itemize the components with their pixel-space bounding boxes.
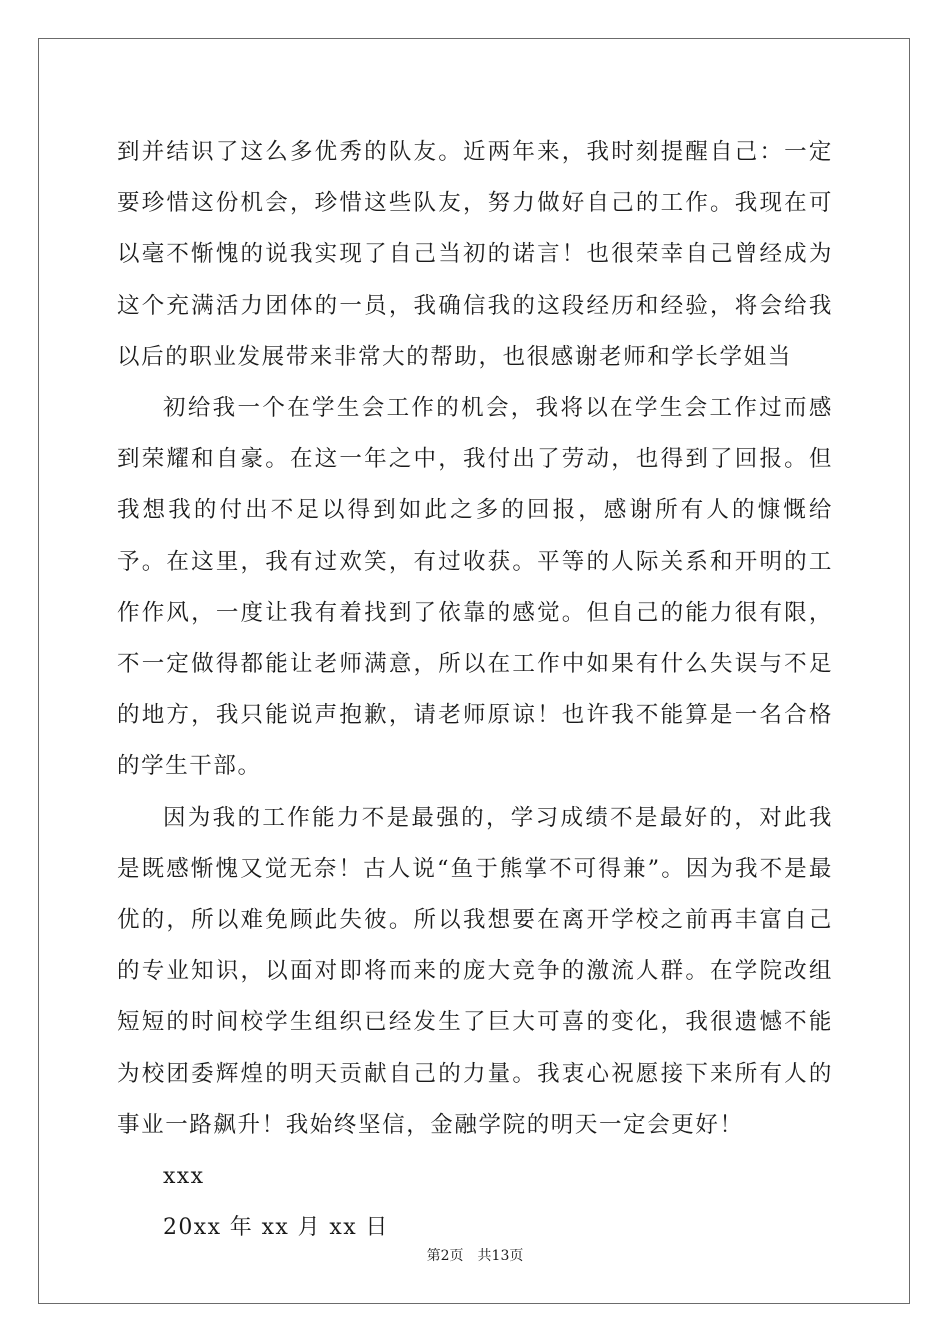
signature-name: xxx — [163, 1164, 205, 1190]
paragraph-closing: 因为我的工作能力不是最强的，学习成绩不是最好的，对此我是既感惭愧又觉无奈！古人说“鱼于熊掌不可得兼”。因为我不是最优的，所以难免顾此失彼。所以我想要在离开学校之前再丰富自己的专业知识，以面对即将而来的庞大竞争的激流人群。在学院改组短短的时间校学生组织已经发生了巨大可喜的变化，我很遗憾不能为校团委辉煌的明天贡献自己的力量。我衷心祝愿接下来所有人的事业一路飙升！我始终坚信，金融学院的明天一定会更好！ — [117, 804, 833, 1138]
paragraph-student-union: 初给我一个在学生会工作的机会，我将以在学生会工作过而感到荣耀和自豪。在这一年之中，我付出了劳动，也得到了回报。但我想我的付出不足以得到如此之多的回报，感谢所有人的慷慨给予。在这里，我有过欢笑，有过收获。平等的人际关系和开明的工作作风，一度让我有着找到了依靠的感觉。但自己的能力很有限，不一定做得都能让老师满意，所以在工作中如果有什么失误与不足的地方，我只能说声抱歉，请老师原谅！也许我不能算是一名合格的学生干部。 — [117, 395, 833, 780]
document-body — [117, 127, 833, 1253]
paragraph-continued: 到并结识了这么多优秀的队友。近两年来，我时刻提醒自己：一定要珍惜这份机会，珍惜这些队友，努力做好自己的工作。我现在可以毫不惭愧的说我实现了自己当初的诺言！也很荣幸自己曾经成为这个充满活力团体的一员，我确信我的这段经历和经验，将会给我以后的职业发展带来非常大的帮助，也很感谢老师和学长学姐当 — [117, 139, 833, 370]
page-footer — [0, 1247, 950, 1265]
page-total: 共13页 — [477, 1248, 524, 1264]
page-number: 第2页 — [426, 1248, 464, 1264]
signature-date: 20xx 年 xx 月 xx 日 — [163, 1215, 389, 1241]
